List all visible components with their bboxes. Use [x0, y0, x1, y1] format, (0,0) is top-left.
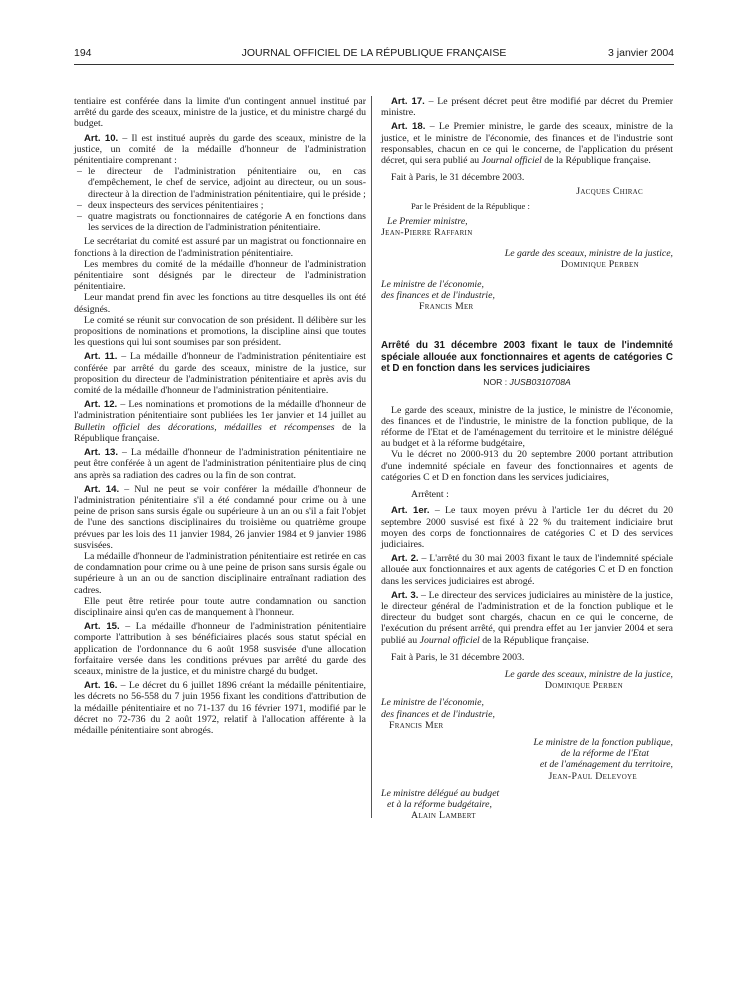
journal-reference: Journal officiel: [481, 155, 542, 167]
signatory-title: Le Premier ministre,: [387, 215, 468, 227]
signatory-title: Le garde des sceaux, ministre de la justice,: [504, 248, 673, 260]
decree-title: Arrêté du 31 décembre 2003 fixant le taux de l'indemnité spéciale allouée aux fonctionnaires et agents de catégories C et D en fonction dans les services judiciaires: [381, 340, 673, 375]
signatory-title: des finances et de l'industrie,: [381, 289, 495, 301]
header-rule: [74, 64, 674, 65]
article-13: [74, 447, 366, 481]
article-12: [74, 399, 366, 444]
article-18: [381, 121, 673, 166]
signatory-title: Le ministre de l'économie,: [381, 697, 484, 709]
signatory-title: des finances et de l'industrie,: [381, 708, 495, 720]
signatory-title: de la réforme de l'Etat: [560, 748, 649, 760]
article-text: – Le directeur des services judiciaires au ministère de la justice, le directeur général de l'administration et de la fonction publique et le directeur du budget sont chargés, chacun en ce qui le concerne, de l'exécution du présent arrêté, qui prendra effet au 1er janvier 2004 et sera publié au: [381, 589, 673, 646]
signatory-name: Jean-Pierre Raffarin: [381, 227, 473, 239]
list-item: – deux inspecteurs des services pénitentiaires ;: [74, 200, 366, 211]
paragraph: Le garde des sceaux, ministre de la justice, le ministre de l'économie, des finances et de l'industrie, le ministre de la fonction publique, de la réforme de l'Etat et de l'aménagement du territoire et le ministre délégué au budget et à la réforme budgétaire,: [381, 404, 673, 450]
article-11: [74, 351, 366, 396]
article-label: Art. 14.: [84, 483, 120, 495]
signatory-name: Alain Lambert: [411, 810, 476, 822]
article-label: Art. 15.: [84, 621, 120, 633]
article-label: Art. 3.: [391, 589, 419, 601]
page-number: 194: [74, 47, 92, 59]
paragraph: Le secrétariat du comité est assuré par un magistrat ou fonctionnaire en fonctions à la direction de l'administration pénitentiaire.: [74, 236, 366, 259]
article-text: – Les nominations et promotions de la médaille d'honneur de l'administration pénitentiaire sont publiées les 1er janvier et 14 juillet au: [74, 399, 366, 422]
article-16: [74, 680, 366, 736]
signatory-title: Le ministre de la fonction publique,: [533, 736, 673, 748]
signatory-name: Francis Mer: [389, 719, 444, 731]
paragraph: Elle peut être retirée pour toute autre condamnation ou sanction disciplinaire ainsi qu'en cas de manquement à l'honneur.: [74, 595, 366, 618]
article-label: Art. 12.: [84, 399, 118, 411]
article-text: de la République française.: [74, 421, 366, 444]
list-item: – le directeur de l'administration pénitentiaire ou, en cas d'empêchement, le chef de service, adjoint au directeur, ou un sous-directeur à la direction de l'administration pénitentiaire, qui le préside ;: [74, 166, 366, 200]
paragraph: Leur mandat prend fin avec les fonctions au titre desquelles ils ont été désignés.: [74, 292, 366, 315]
article-text: – La médaille d'honneur de l'administration pénitentiaire ne peut être conférée à un agent de l'administration pénitentiaire plus de cinq ans après sa radiation des cadres ou la fin de son contrat.: [74, 447, 367, 481]
issue-date: 3 janvier 2004: [608, 47, 674, 59]
arretent: Arrêtent :: [411, 489, 449, 501]
list-item: – quatre magistrats ou fonctionnaires de catégorie A en fonctions dans les services de la direction de l'administration pénitentiaire.: [74, 211, 366, 233]
signatory-name: Francis Mer: [419, 301, 474, 313]
nor-label: NOR :: [483, 377, 510, 388]
article-label: Art. 1er.: [391, 505, 430, 517]
page-header: [74, 46, 674, 64]
article-label: Art. 10.: [84, 132, 119, 144]
signature-chirac: Jacques Chirac: [576, 186, 643, 198]
article-10: [74, 133, 366, 167]
article-label: Art. 17.: [391, 96, 425, 107]
signatory-name: Jean-Paul Delevoye: [548, 770, 637, 782]
journal-title: JOURNAL OFFICIEL DE LA RÉPUBLIQUE FRANÇAISE: [241, 47, 507, 59]
article-text: – Il est institué auprès du garde des sceaux, ministre de la justice, un comité de la médaille d'honneur de l'administration pénitentiaire comprenant :: [74, 132, 366, 167]
signatory-title: Le ministre délégué au budget: [381, 787, 500, 799]
article-label: Art. 16.: [84, 680, 118, 692]
fait-a-paris: Fait à Paris, le 31 décembre 2003.: [391, 172, 525, 184]
signatory-name: Dominique Perben: [560, 259, 639, 271]
paragraph: La médaille d'honneur de l'administration pénitentiaire est retirée en cas de condamnation pour crime ou à une peine de prison sans sursis égale ou supérieure à un an ou de sanction disciplinaire entraînant radiation des cadres.: [74, 550, 366, 596]
article-label: Art. 2.: [391, 553, 419, 565]
article-text: de la République française.: [479, 634, 589, 646]
right-column: [381, 96, 673, 821]
bulletin-title: Bulletin officiel des décorations, médailles et récompenses: [74, 421, 335, 433]
nor-reference: [381, 377, 673, 388]
journal-reference: Journal officiel: [419, 634, 480, 646]
signatory-title: Le ministre de l'économie,: [381, 278, 484, 290]
article-text: – Le Premier ministre, le garde des sceaux, ministre de la justice, et le ministre de l'économie, des finances et de l'industrie sont responsables, chacun en ce qui le concerne, de l'application du présent décret, qui sera publié au: [381, 121, 673, 167]
paragraph: Le comité se réunit sur convocation de son président. Il délibère sur les propositions de nominations et promotions, la discipline ainsi que toutes les questions qui lui sont soumises par son président.: [74, 314, 366, 349]
article-text: – La médaille d'honneur de l'administration pénitentiaire est conférée par arrêté du garde des sceaux, ministre de la justice, sur proposition du directeur de l'administration pénitentiaire et après avis du comité de la médaille d'honneur de l'administration pénitentiaire.: [74, 351, 366, 397]
article-text: – Nul ne peut se voir conférer la médaille d'honneur de l'administration pénitentiaire s'il a été condamné pour crime ou à une peine de prison sans sursis égale ou supérieure à un an ou s'il a fait l'objet de l'une des sanctions disciplinaires du troisième ou quatrième groupe prévues par les lois des 11 janvier 1984, 26 janvier 1984 et 9 janvier 1986 susvisées.: [74, 483, 366, 551]
signatory-title: Le garde des sceaux, ministre de la justice,: [504, 668, 673, 680]
column-divider: [371, 96, 372, 818]
article-3: [381, 590, 673, 646]
article-label: Art. 11.: [84, 351, 118, 363]
article-label: Art. 18.: [391, 121, 426, 133]
signatory-title: et de l'aménagement du territoire,: [539, 759, 673, 771]
article-17: [381, 96, 673, 118]
article-text: de la République française.: [541, 155, 651, 167]
article-text: – Le décret du 6 juillet 1896 créant la médaille pénitentiaire, les décrets no 56-558 du 7 juin 1956 fixant les conditions d'attribution de la médaille pénitentiaire et no 71-137 du 16 février 1971, modifié par le décret no 72-736 du 2 août 1972, relatif à l'allocation afférente à la médaille pénitentiaire sont abrogés.: [74, 680, 366, 736]
fait-a-paris: Fait à Paris, le 31 décembre 2003.: [391, 651, 525, 663]
par-le-president: Par le Président de la République :: [411, 200, 530, 211]
article-1: [381, 505, 673, 550]
paragraph: Les membres du comité de la médaille d'honneur de l'administration pénitentiaire sont désignés par le directeur de l'administration pénitentiaire.: [74, 258, 366, 293]
article-text: – La médaille d'honneur de l'administration pénitentiaire comporte l'attribution à ses bénéficiaires placés sous statut spécial en application de l'ordonnance du 6 août 1958 susvisée d'une allocation forfaitaire versée dans les conditions prévues par arrêté du garde des sceaux, ministre de la justice, et du ministre chargé du budget.: [74, 621, 366, 677]
article-text: – Le taux moyen prévu à l'article 1er du décret du 20 septembre 2000 susvisé est fixé à 22 % du traitement indiciaire brut moyen des corps de fonctionnaires de catégories C et D des services judiciaires.: [381, 505, 673, 550]
article-text: – L'arrêté du 30 mai 2003 fixant le taux de l'indemnité spéciale allouée aux fonctionnaires et aux agents de catégories C et D en fonction dans les services judiciaires est abrogé.: [381, 553, 673, 587]
signatory-title: et à la réforme budgétaire,: [387, 798, 492, 810]
signatory-name: Dominique Perben: [544, 680, 623, 692]
article-label: Art. 13.: [84, 447, 119, 459]
article-text: – Le présent décret peut être modifié par décret du Premier ministre.: [381, 96, 673, 119]
article-2: [381, 553, 673, 587]
left-column: [74, 96, 366, 736]
article-14: [74, 484, 366, 551]
paragraph: Vu le décret no 2000-913 du 20 septembre 2000 portant attribution d'une indemnité spéciale en faveur des fonctionnaires et agents de catégories C et D en fonction dans les services judiciaires,: [381, 449, 673, 483]
nor-code: JUSB0310708A: [509, 377, 571, 388]
paragraph: tentiaire est conférée dans la limite d'un contingent annuel institué par arrêté du garde des sceaux, ministre de la justice, et du ministre chargé du budget.: [74, 96, 366, 130]
article-15: [74, 621, 366, 677]
